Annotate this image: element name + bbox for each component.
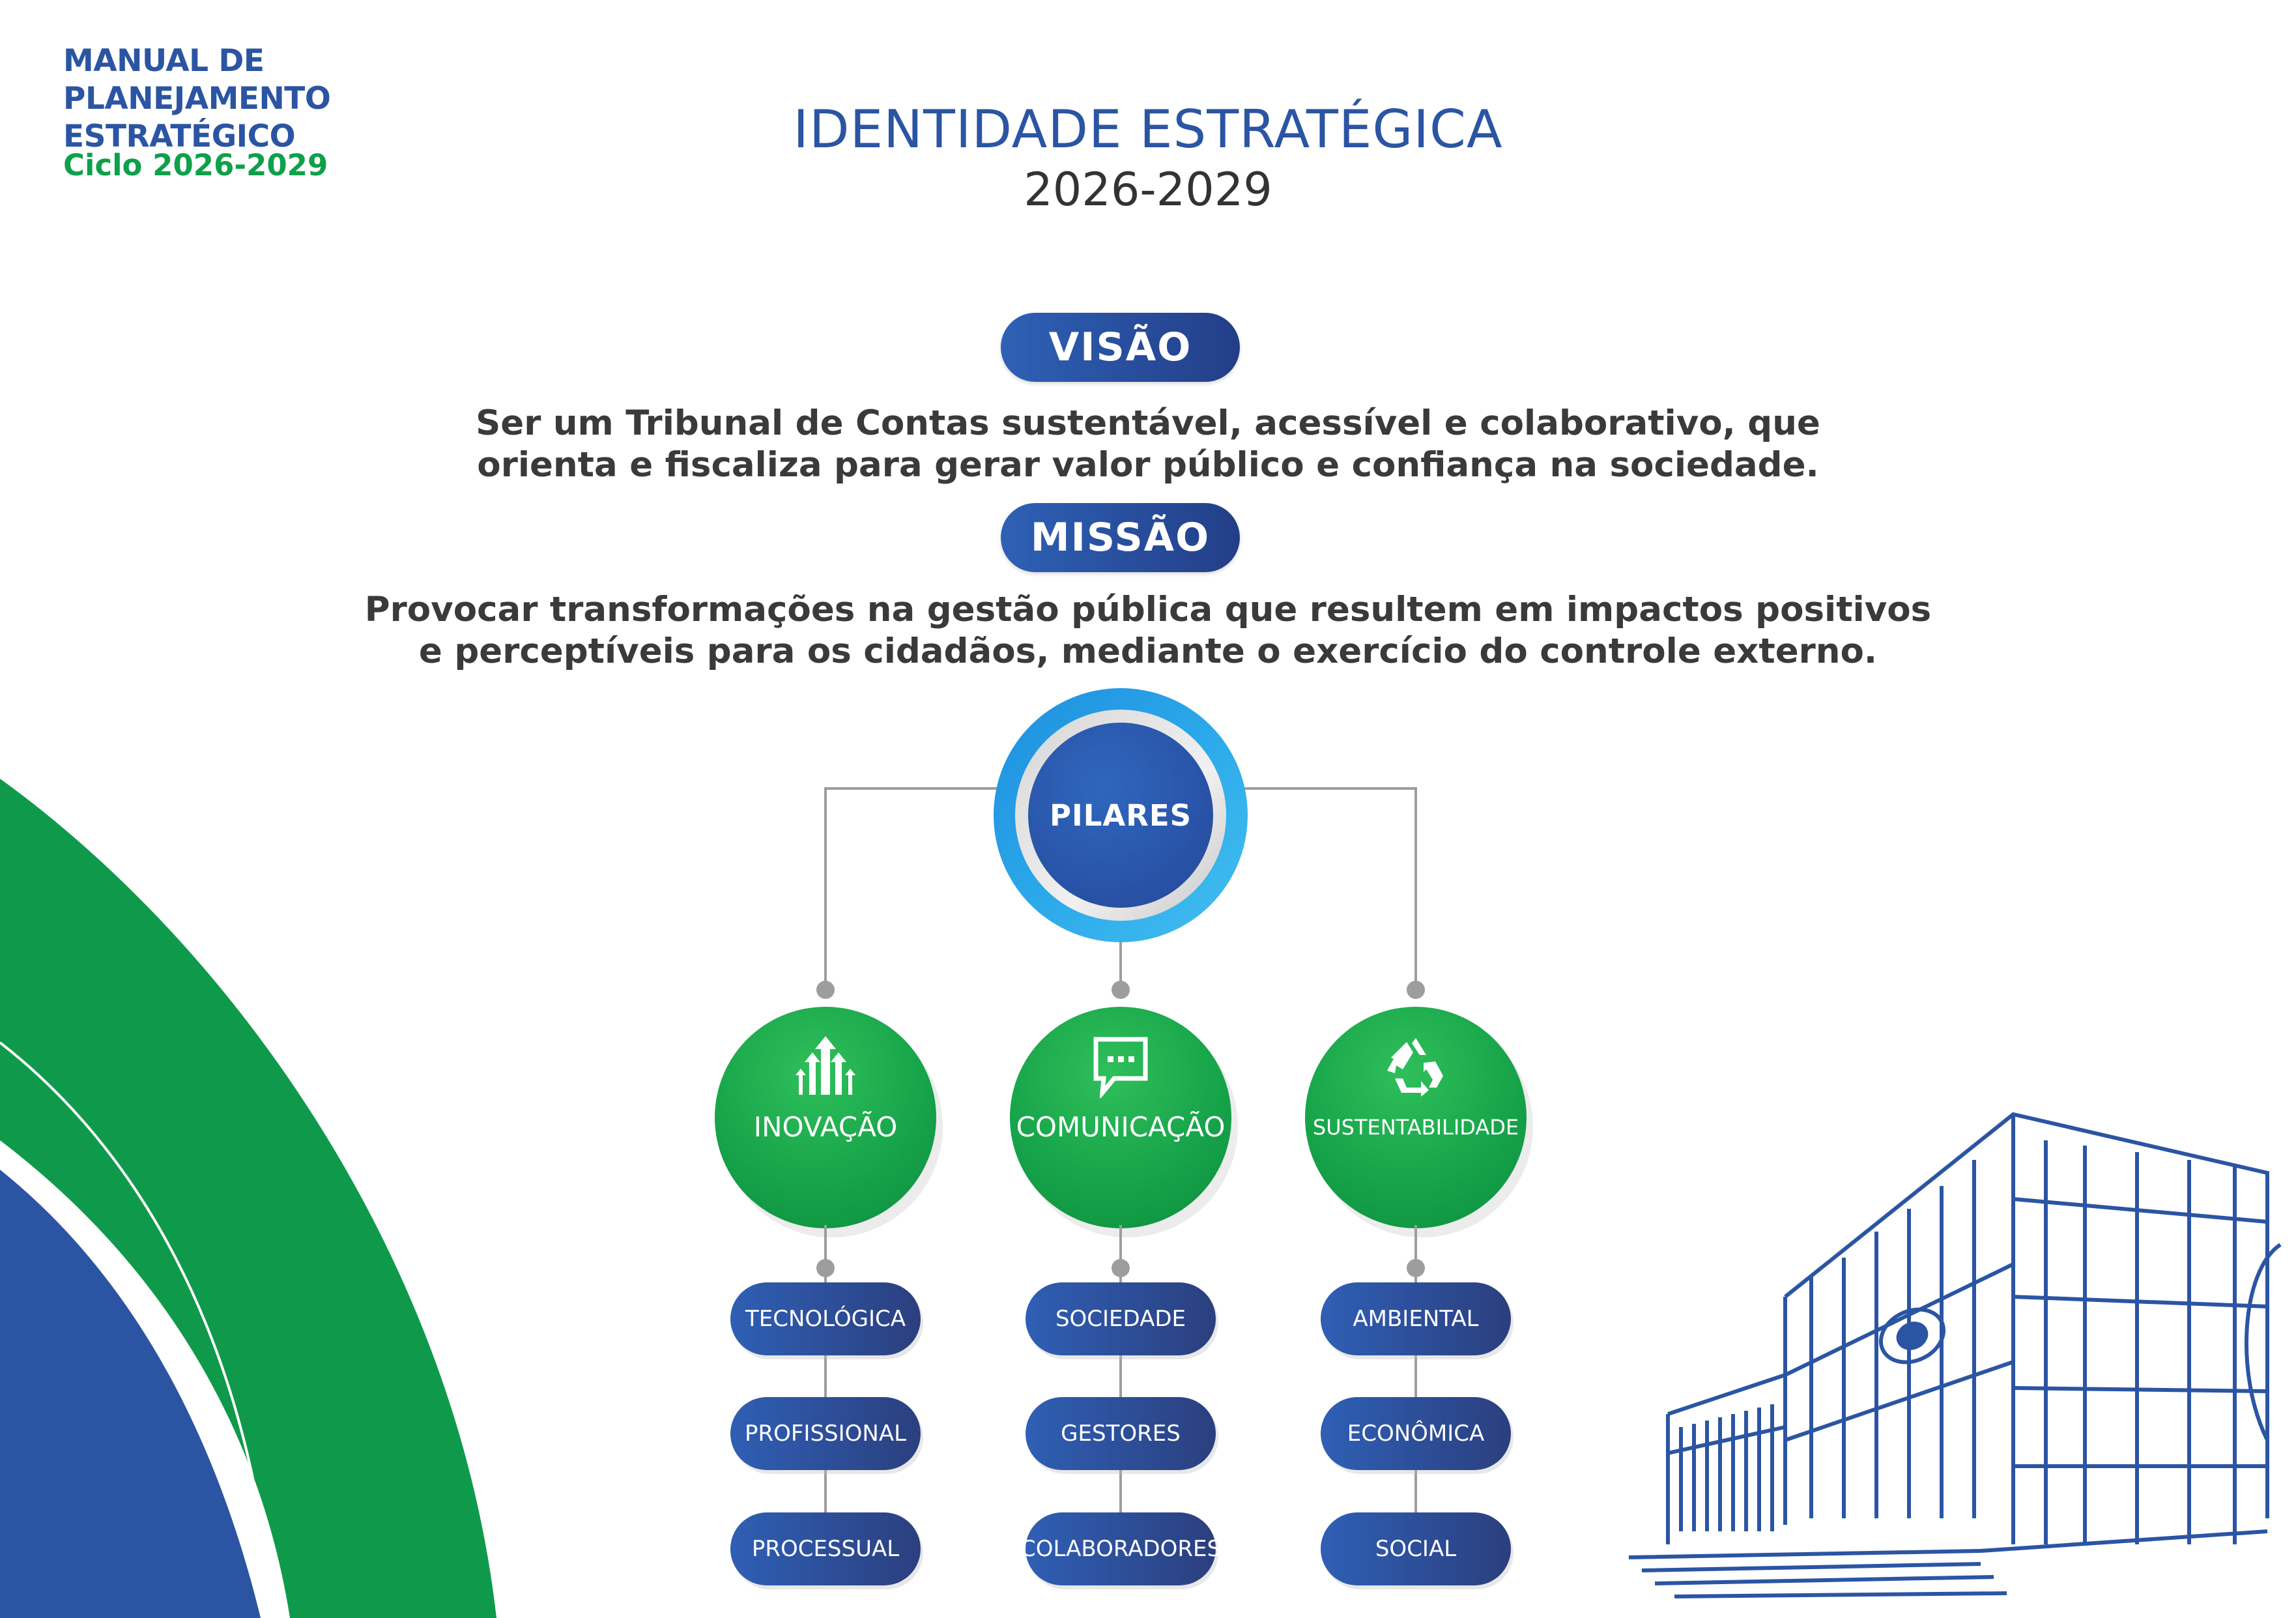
connector-dot [816, 981, 835, 999]
connector-right-h [1241, 787, 1417, 790]
pillar-label: SUSTENTABILIDADE [1312, 1115, 1519, 1140]
sub-pill: GESTORES [1026, 1397, 1216, 1470]
connector-left [824, 787, 827, 990]
building-illustration [1616, 1101, 2296, 1618]
sub-pill: AMBIENTAL [1321, 1282, 1511, 1355]
mission-line-2: e perceptíveis para os cidadãos, mediante o exercício do controle externo. [418, 631, 1878, 671]
connector-left-h [824, 787, 1000, 790]
sub-pill: SOCIAL [1321, 1512, 1511, 1585]
chat-bubble-icon [1088, 1033, 1153, 1098]
connector-dot [1112, 1259, 1130, 1277]
connector-dot [1112, 981, 1130, 999]
vision-statement [0, 403, 2296, 486]
manual-title-line-1: MANUAL DE [63, 43, 265, 79]
connector-dot [1407, 981, 1425, 999]
manual-cycle: Ciclo 2026-2029 [63, 148, 328, 182]
pillar-comunicacao [1010, 1007, 1231, 1228]
sub-pill: ECONÔMICA [1321, 1397, 1511, 1470]
sub-pill: COLABORADORES [1026, 1512, 1216, 1585]
pilares-center: PILARES [1028, 723, 1213, 908]
vision-line-2: orienta e fiscaliza para gerar valor público e confiança na sociedade. [477, 445, 1819, 485]
growth-arrows-icon [793, 1033, 858, 1098]
connector-dot [1407, 1259, 1425, 1277]
sub-pill: PROFISSIONAL [730, 1397, 921, 1470]
pillar-label: COMUNICAÇÃO [1016, 1111, 1226, 1143]
sub-pill: SOCIEDADE [1026, 1282, 1216, 1355]
decorative-swoosh [0, 779, 508, 1618]
pillar-inovacao [715, 1007, 936, 1228]
vision-badge: VISÃO [1001, 313, 1240, 382]
recycle-icon [1383, 1033, 1448, 1098]
page-years: 2026-2029 [1024, 163, 1272, 216]
sub-pill: PROCESSUAL [730, 1512, 921, 1585]
vision-line-1: Ser um Tribunal de Contas sustentável, acessível e colaborativo, que [476, 403, 1820, 443]
pillar-label: INOVAÇÃO [753, 1111, 898, 1143]
mission-badge: MISSÃO [1001, 503, 1240, 572]
connector-right [1414, 787, 1417, 990]
manual-title-line-3: ESTRATÉGICO [63, 119, 296, 154]
mission-line-1: Provocar transformações na gestão pública que resultem em impactos positivos [364, 590, 1932, 629]
pillar-sustentabilidade [1305, 1007, 1527, 1228]
sub-pill: TECNOLÓGICA [730, 1282, 921, 1355]
manual-title-line-2: PLANEJAMENTO [63, 81, 331, 117]
mission-statement [0, 589, 2296, 672]
connector-dot [816, 1259, 835, 1277]
page-title: IDENTIDADE ESTRATÉGICA [793, 99, 1503, 160]
